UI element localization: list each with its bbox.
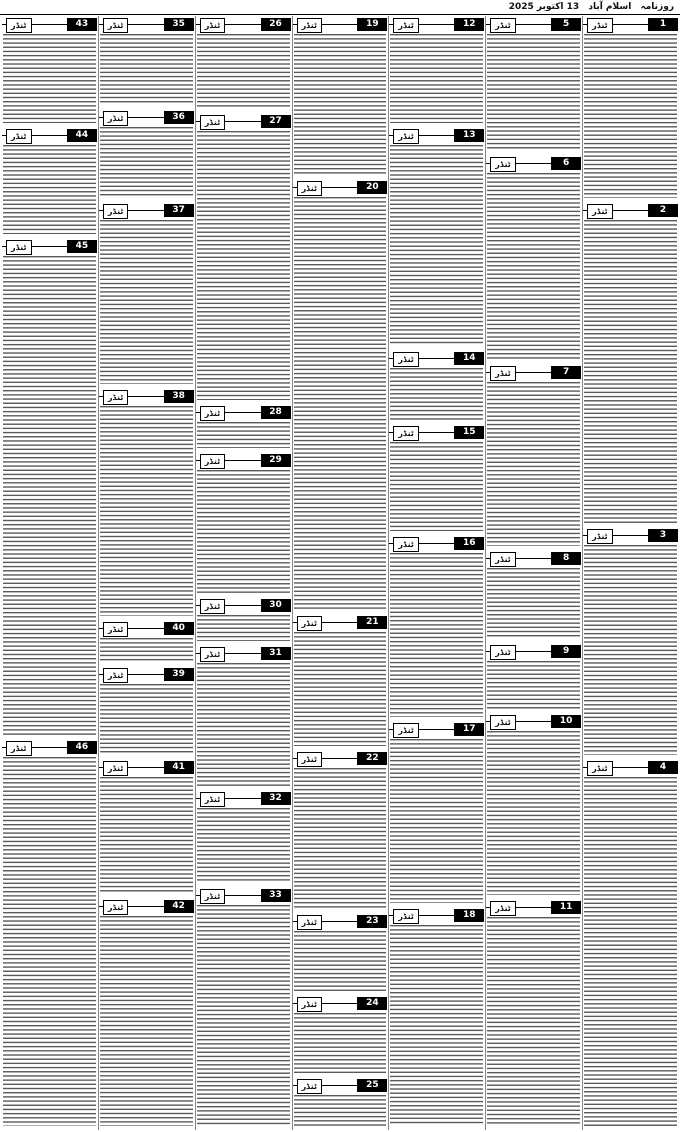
notice-header bbox=[196, 792, 291, 805]
notice-text-block bbox=[197, 615, 290, 641]
notice-header bbox=[196, 599, 291, 612]
notice-number: 26 bbox=[261, 18, 291, 31]
notice-text-block bbox=[584, 545, 677, 755]
notice-label: ٹنڈر bbox=[103, 390, 129, 405]
notice-label: ٹنڈر bbox=[393, 537, 419, 552]
notice-number: 37 bbox=[164, 204, 194, 217]
masthead-paper: روزنامہ bbox=[640, 2, 674, 12]
notice bbox=[485, 364, 582, 550]
notice-label: ٹنڈر bbox=[393, 129, 419, 144]
notice-text-block bbox=[584, 220, 677, 523]
notice-header bbox=[486, 366, 581, 379]
notice-header bbox=[389, 426, 484, 439]
notice bbox=[195, 597, 292, 645]
column-divider bbox=[195, 16, 196, 1130]
column-7 bbox=[1, 16, 98, 1130]
notice-header bbox=[583, 18, 678, 31]
notice-number: 8 bbox=[551, 552, 581, 565]
notice-header bbox=[196, 889, 291, 902]
notice-header bbox=[99, 900, 194, 913]
notice bbox=[195, 16, 292, 113]
notice bbox=[1, 127, 98, 238]
notice-text-block bbox=[197, 663, 290, 786]
notice-number: 18 bbox=[454, 909, 484, 922]
notice-header bbox=[293, 616, 388, 629]
notice-number: 7 bbox=[551, 366, 581, 379]
notice bbox=[1, 739, 98, 1130]
notice-label: ٹنڈر bbox=[297, 18, 323, 33]
notice bbox=[98, 109, 195, 202]
notice-header bbox=[196, 115, 291, 128]
notice-header bbox=[583, 204, 678, 217]
notice-number: 43 bbox=[67, 18, 97, 31]
notice-text-block bbox=[294, 1095, 387, 1126]
notice-label: ٹنڈر bbox=[490, 645, 516, 660]
notice-label: ٹنڈر bbox=[103, 668, 129, 683]
column-2 bbox=[485, 16, 582, 1130]
notice-text-block bbox=[390, 925, 483, 1126]
notice-text-block bbox=[3, 34, 96, 123]
notice-label: ٹنڈر bbox=[587, 18, 613, 33]
notice-label: ٹنڈر bbox=[490, 18, 516, 33]
notice-header bbox=[293, 915, 388, 928]
notice-number: 38 bbox=[164, 390, 194, 403]
notice-header bbox=[583, 529, 678, 542]
notice-label: ٹنڈر bbox=[6, 741, 32, 756]
notice-number: 9 bbox=[551, 645, 581, 658]
notice-header bbox=[583, 761, 678, 774]
notice-header bbox=[486, 18, 581, 31]
notice-label: ٹنڈر bbox=[393, 352, 419, 367]
notice bbox=[1, 238, 98, 739]
notice-label: ٹنڈر bbox=[6, 129, 32, 144]
notice-text-block bbox=[390, 442, 483, 531]
notice-header bbox=[486, 157, 581, 170]
notice bbox=[195, 887, 292, 1130]
notice-label: ٹنڈر bbox=[200, 115, 226, 130]
notice-number: 22 bbox=[357, 752, 387, 765]
notice-number: 29 bbox=[261, 454, 291, 467]
masthead bbox=[0, 0, 680, 15]
notice-header bbox=[99, 390, 194, 403]
notice bbox=[485, 155, 582, 364]
notice-number: 5 bbox=[551, 18, 581, 31]
notice-number: 10 bbox=[551, 715, 581, 728]
notice-text-block bbox=[197, 470, 290, 593]
notice-label: ٹنڈر bbox=[200, 889, 226, 904]
notice bbox=[388, 907, 485, 1130]
notice-number: 24 bbox=[357, 997, 387, 1010]
notice-number: 35 bbox=[164, 18, 194, 31]
notice-header bbox=[293, 997, 388, 1010]
notice-header bbox=[196, 454, 291, 467]
notice-text-block bbox=[197, 34, 290, 109]
column-4 bbox=[292, 16, 389, 1130]
notice-header bbox=[486, 901, 581, 914]
notice bbox=[98, 666, 195, 759]
notice-label: ٹنڈر bbox=[103, 622, 129, 637]
notice-header bbox=[196, 18, 291, 31]
notice-header bbox=[99, 622, 194, 635]
notice bbox=[98, 16, 195, 109]
notice-header bbox=[389, 909, 484, 922]
notice-number: 16 bbox=[454, 537, 484, 550]
notice-header bbox=[389, 352, 484, 365]
notice-header bbox=[2, 240, 97, 253]
notice-number: 1 bbox=[648, 18, 678, 31]
notice bbox=[292, 179, 389, 614]
notice-number: 33 bbox=[261, 889, 291, 902]
masthead-date: 13 اکتوبر 2025 bbox=[508, 2, 580, 12]
notice-label: ٹنڈر bbox=[200, 18, 226, 33]
notice-number: 44 bbox=[67, 129, 97, 142]
notice-number: 13 bbox=[454, 129, 484, 142]
notice bbox=[388, 721, 485, 907]
notice-number: 32 bbox=[261, 792, 291, 805]
notice bbox=[388, 16, 485, 127]
notice-number: 39 bbox=[164, 668, 194, 681]
notice-label: ٹنڈر bbox=[103, 900, 129, 915]
notice-number: 2 bbox=[648, 204, 678, 217]
notice-text-block bbox=[584, 777, 677, 1126]
notice-text-block bbox=[100, 406, 193, 616]
notice-number: 21 bbox=[357, 616, 387, 629]
notice bbox=[485, 713, 582, 899]
notice-label: ٹنڈر bbox=[200, 647, 226, 662]
notice-text-block bbox=[197, 422, 290, 448]
notice-number: 17 bbox=[454, 723, 484, 736]
notice bbox=[292, 1077, 389, 1130]
notice-header bbox=[99, 111, 194, 124]
notice bbox=[388, 350, 485, 424]
notice-label: ٹنڈر bbox=[103, 111, 129, 126]
column-divider bbox=[485, 16, 486, 1130]
column-6 bbox=[98, 16, 195, 1130]
notice-label: ٹنڈر bbox=[393, 426, 419, 441]
notice-label: ٹنڈر bbox=[297, 997, 323, 1012]
notice bbox=[195, 452, 292, 597]
notice-label: ٹنڈر bbox=[490, 715, 516, 730]
notice-header bbox=[389, 18, 484, 31]
notice-label: ٹنڈر bbox=[200, 406, 226, 421]
notice-number: 6 bbox=[551, 157, 581, 170]
notice-label: ٹنڈر bbox=[103, 204, 129, 219]
column-divider bbox=[582, 16, 583, 1130]
notice-label: ٹنڈر bbox=[200, 454, 226, 469]
notice-number: 3 bbox=[648, 529, 678, 542]
notice-number: 4 bbox=[648, 761, 678, 774]
notice-label: ٹنڈر bbox=[6, 240, 32, 255]
notice bbox=[485, 550, 582, 643]
notice-text-block bbox=[390, 145, 483, 346]
notice-header bbox=[486, 552, 581, 565]
notice-text-block bbox=[294, 768, 387, 909]
notice-header bbox=[196, 647, 291, 660]
notice-text-block bbox=[100, 777, 193, 894]
notice-text-block bbox=[487, 661, 580, 709]
notice-text-block bbox=[294, 34, 387, 175]
column-divider bbox=[98, 16, 99, 1130]
notice-text-block bbox=[390, 34, 483, 123]
column-5 bbox=[195, 16, 292, 1130]
notice-header bbox=[293, 752, 388, 765]
notice-text-block bbox=[294, 1013, 387, 1073]
column-3 bbox=[388, 16, 485, 1130]
notice-number: 28 bbox=[261, 406, 291, 419]
notice-number: 20 bbox=[357, 181, 387, 194]
notice-label: ٹنڈر bbox=[103, 18, 129, 33]
notice-text-block bbox=[100, 684, 193, 755]
notice bbox=[98, 759, 195, 898]
notice-text-block bbox=[197, 905, 290, 1126]
notice-header bbox=[2, 741, 97, 754]
notice-number: 30 bbox=[261, 599, 291, 612]
notice bbox=[388, 424, 485, 535]
notice-text-block bbox=[294, 632, 387, 746]
notice-number: 12 bbox=[454, 18, 484, 31]
notice-number: 31 bbox=[261, 647, 291, 660]
masthead-city: اسلام آباد bbox=[588, 2, 632, 12]
notice-header bbox=[99, 18, 194, 31]
notice bbox=[292, 750, 389, 913]
notice-number: 42 bbox=[164, 900, 194, 913]
notice bbox=[195, 404, 292, 452]
notice bbox=[195, 790, 292, 887]
notice-text-block bbox=[487, 731, 580, 895]
notice-number: 27 bbox=[261, 115, 291, 128]
notice bbox=[1, 16, 98, 127]
notice bbox=[195, 113, 292, 404]
notice bbox=[98, 388, 195, 620]
notice-label: ٹنڈر bbox=[393, 723, 419, 738]
notice-header bbox=[2, 129, 97, 142]
notice-label: ٹنڈر bbox=[297, 915, 323, 930]
notice-text-block bbox=[294, 197, 387, 610]
notice bbox=[388, 127, 485, 350]
notice-text-block bbox=[487, 34, 580, 151]
notice-header bbox=[389, 129, 484, 142]
notice-header bbox=[486, 715, 581, 728]
notice bbox=[582, 527, 679, 759]
notice-number: 11 bbox=[551, 901, 581, 914]
notice-text-block bbox=[584, 34, 677, 198]
notice-label: ٹنڈر bbox=[297, 181, 323, 196]
notice bbox=[388, 535, 485, 721]
notice-label: ٹنڈر bbox=[393, 909, 419, 924]
notice-text-block bbox=[197, 808, 290, 883]
notice-number: 19 bbox=[357, 18, 387, 31]
notice-header bbox=[293, 1079, 388, 1092]
notice bbox=[195, 645, 292, 790]
notice-label: ٹنڈر bbox=[490, 157, 516, 172]
notice bbox=[292, 614, 389, 750]
notice bbox=[98, 620, 195, 666]
notice-label: ٹنڈر bbox=[490, 552, 516, 567]
notice-label: ٹنڈر bbox=[297, 752, 323, 767]
column-divider bbox=[292, 16, 293, 1130]
notice-header bbox=[99, 204, 194, 217]
notice-text-block bbox=[100, 220, 193, 384]
notice-label: ٹنڈر bbox=[587, 204, 613, 219]
notice-text-block bbox=[3, 256, 96, 735]
notice-label: ٹنڈر bbox=[490, 901, 516, 916]
notice bbox=[292, 913, 389, 995]
notice bbox=[582, 759, 679, 1130]
notice-label: ٹنڈر bbox=[200, 599, 226, 614]
notice bbox=[292, 995, 389, 1077]
notice bbox=[582, 202, 679, 527]
notice-label: ٹنڈر bbox=[200, 792, 226, 807]
notice-text-block bbox=[197, 131, 290, 400]
notice-header bbox=[2, 18, 97, 31]
notice-header bbox=[486, 645, 581, 658]
notice-text-block bbox=[390, 368, 483, 420]
notice-text-block bbox=[100, 34, 193, 105]
notice-text-block bbox=[100, 127, 193, 198]
notice-number: 15 bbox=[454, 426, 484, 439]
column-1 bbox=[582, 16, 679, 1130]
notice-number: 36 bbox=[164, 111, 194, 124]
notice-header bbox=[389, 723, 484, 736]
notice-label: ٹنڈر bbox=[587, 529, 613, 544]
notice-number: 46 bbox=[67, 741, 97, 754]
notice-number: 14 bbox=[454, 352, 484, 365]
notice-header bbox=[293, 18, 388, 31]
notice-text-block bbox=[390, 739, 483, 903]
notice-number: 41 bbox=[164, 761, 194, 774]
notice-number: 45 bbox=[67, 240, 97, 253]
notice bbox=[292, 16, 389, 179]
notice-text-block bbox=[487, 568, 580, 639]
notice-header bbox=[389, 537, 484, 550]
notice-label: ٹنڈر bbox=[6, 18, 32, 33]
notice-label: ٹنڈر bbox=[297, 1079, 323, 1094]
notice bbox=[485, 643, 582, 713]
notice bbox=[485, 16, 582, 155]
notice-text-block bbox=[294, 931, 387, 991]
notice bbox=[98, 898, 195, 1130]
notice-label: ٹنڈر bbox=[587, 761, 613, 776]
notice-header bbox=[99, 668, 194, 681]
notice-label: ٹنڈر bbox=[490, 366, 516, 381]
notice-text-block bbox=[390, 553, 483, 717]
notice-number: 25 bbox=[357, 1079, 387, 1092]
notice-text-block bbox=[3, 757, 96, 1126]
notice-label: ٹنڈر bbox=[103, 761, 129, 776]
notice-text-block bbox=[487, 917, 580, 1126]
notice-header bbox=[99, 761, 194, 774]
notice-text-block bbox=[487, 382, 580, 546]
notice-label: ٹنڈر bbox=[297, 616, 323, 631]
notice-header bbox=[293, 181, 388, 194]
notice bbox=[582, 16, 679, 202]
column-divider bbox=[388, 16, 389, 1130]
notice-text-block bbox=[487, 173, 580, 360]
notice bbox=[485, 899, 582, 1130]
notice-number: 40 bbox=[164, 622, 194, 635]
notice-text-block bbox=[100, 638, 193, 662]
notice-label: ٹنڈر bbox=[393, 18, 419, 33]
notice-text-block bbox=[100, 916, 193, 1126]
notice-text-block bbox=[3, 145, 96, 234]
notice-header bbox=[196, 406, 291, 419]
notice-number: 23 bbox=[357, 915, 387, 928]
notice bbox=[98, 202, 195, 388]
